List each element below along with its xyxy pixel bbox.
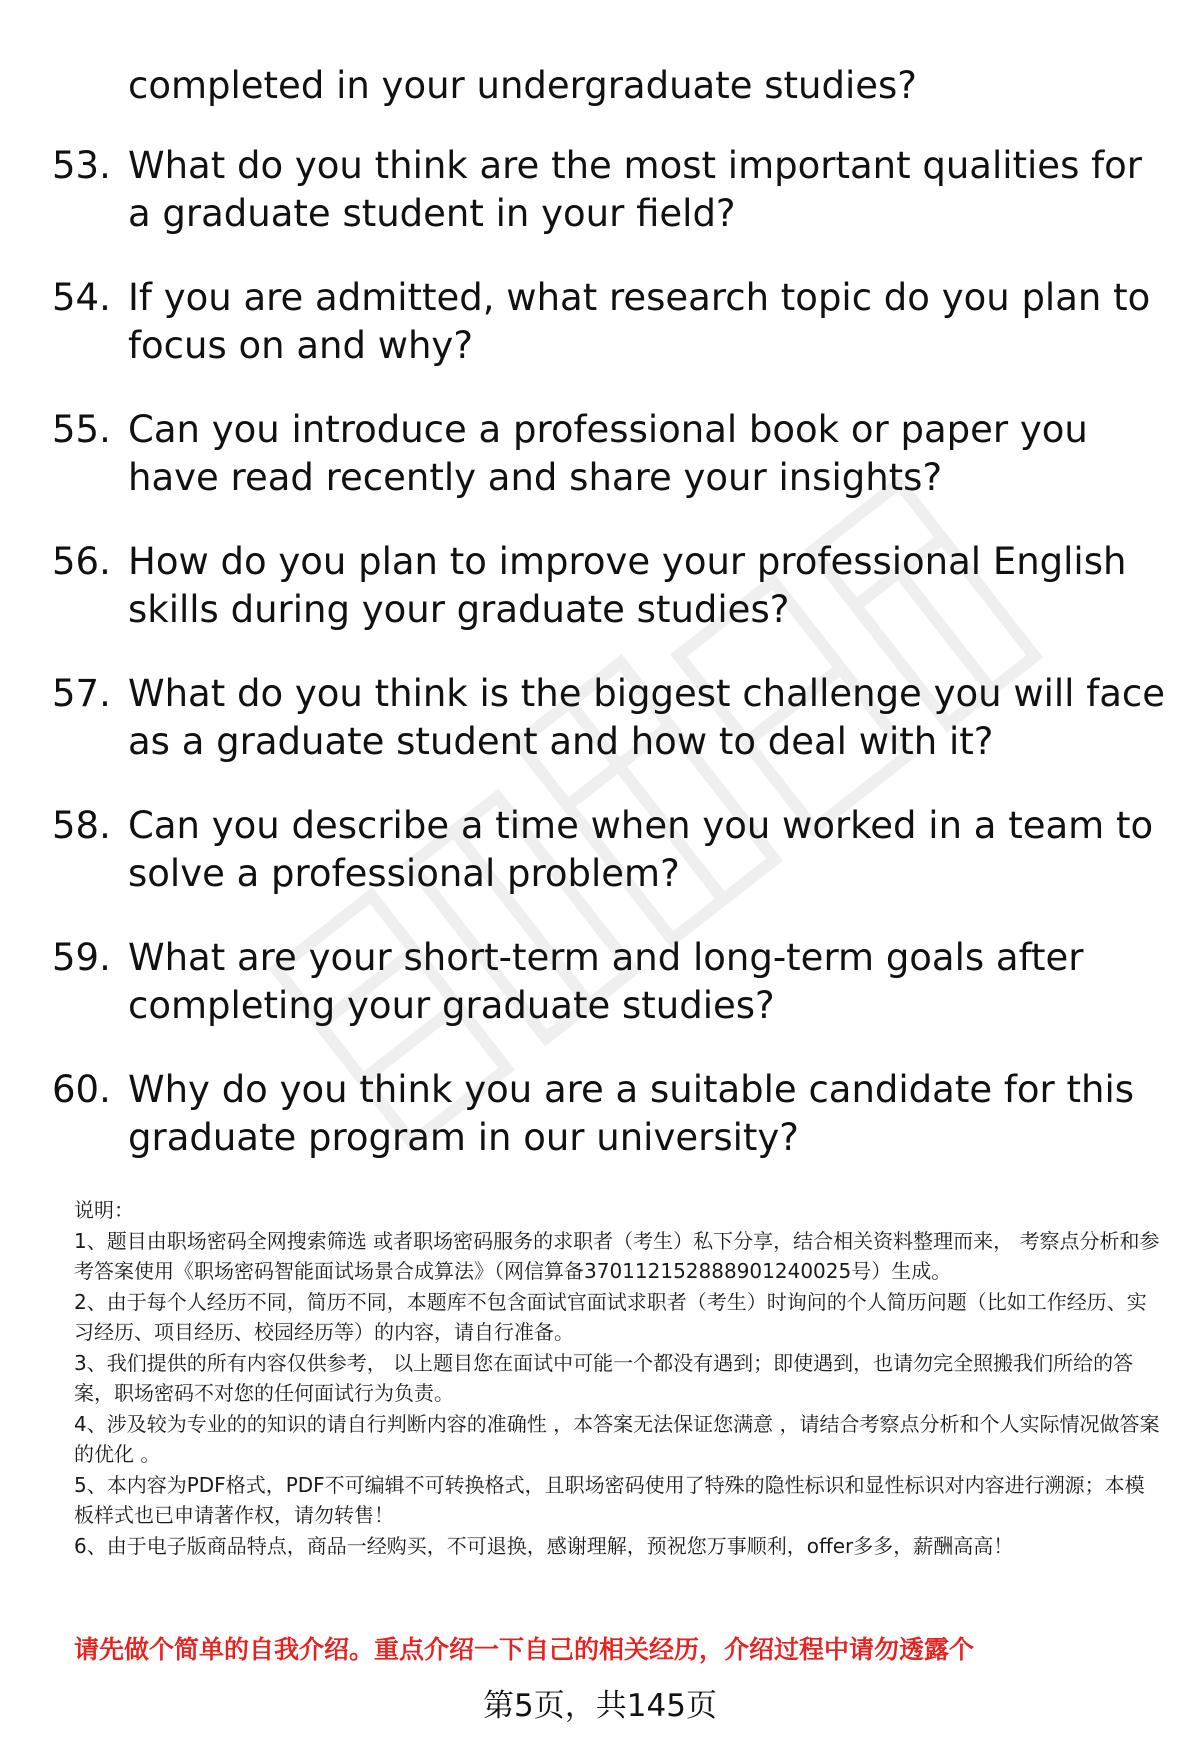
question-text: If you are admitted, what research topic do you plan to focus on and why? xyxy=(128,276,1151,367)
question-item xyxy=(0,274,1200,406)
question-item xyxy=(0,802,1200,934)
note-item: 3、我们提供的所有内容仅供参考， 以上题目您在面试中可能一个都没有遇到；即使遇到，也请勿完全照搬我们所给的答案，职场密码不对您的任何面试行为负责。 xyxy=(74,1350,1134,1405)
highlight-question: 请先做个简单的自我介绍。重点介绍一下自己的相关经历，介绍过程中请勿透露个 xyxy=(74,1635,975,1664)
question-list xyxy=(0,142,1200,1198)
question-number: 58. xyxy=(52,804,111,847)
question-number: 54. xyxy=(52,276,111,319)
question-number: 55. xyxy=(52,408,111,451)
question-text: What do you think are the most important qualities for a graduate student in your field? xyxy=(128,144,1142,235)
note-item: 2、由于每个人经历不同，简历不同，本题库不包含面试官面试求职者（考生）时询问的个人简历问题（比如工作经历、实习经历、项目经历、校园经历等）的内容，请自行准备。 xyxy=(74,1289,1147,1344)
question-item xyxy=(0,406,1200,538)
note-item: 1、题目由职场密码全网搜索筛选 或者职场密码服务的求职者（考生）私下分享，结合相关资料整理而来， 考察点分析和参考答案使用《职场密码智能面试场景合成算法》（网信算备370112152888901240025号）生成。 xyxy=(74,1228,1160,1283)
notes-section xyxy=(74,1195,1164,1561)
notes-heading: 说明： xyxy=(74,1198,134,1222)
note-item: 4、涉及较为专业的的知识的请自行判断内容的准确性 ，本答案无法保证您满意 ，请结合考察点分析和个人实际情况做答案的优化 。 xyxy=(74,1411,1160,1466)
page-number: 第5页，共145页 xyxy=(483,1688,717,1724)
question-item xyxy=(0,1066,1200,1198)
question-text: What are your short-term and long-term goals after completing your graduate studies? xyxy=(128,936,1084,1027)
question-item xyxy=(0,538,1200,670)
question-number: 56. xyxy=(52,540,111,583)
question-text: How do you plan to improve your professional English skills during your graduate studies? xyxy=(128,540,1127,631)
question-item xyxy=(0,934,1200,1066)
question-text: Why do you think you are a suitable candidate for this graduate program in our university? xyxy=(128,1068,1135,1159)
note-item: 6、由于电子版商品特点，商品一经购买，不可退换，感谢理解，预祝您万事顺利，offer多多，薪酬高高！ xyxy=(74,1533,1014,1558)
question-text: Can you describe a time when you worked in a team to solve a professional problem? xyxy=(128,804,1154,895)
question-52-continuation: completed in your undergraduate studies? xyxy=(128,64,917,107)
question-text: Can you introduce a professional book or paper you have read recently and share your insights? xyxy=(128,408,1088,499)
question-number: 59. xyxy=(52,936,111,979)
note-item: 5、本内容为PDF格式，PDF不可编辑不可转换格式，且职场密码使用了特殊的隐性标识和显性标识对内容进行溯源；本模板样式也已申请著作权，请勿转售！ xyxy=(74,1472,1145,1527)
question-item xyxy=(0,670,1200,802)
question-number: 60. xyxy=(52,1068,111,1111)
question-number: 53. xyxy=(52,144,111,187)
question-text: What do you think is the biggest challenge you will face as a graduate student and how to deal with it? xyxy=(128,672,1165,763)
question-item xyxy=(0,142,1200,274)
question-number: 57. xyxy=(52,672,111,715)
